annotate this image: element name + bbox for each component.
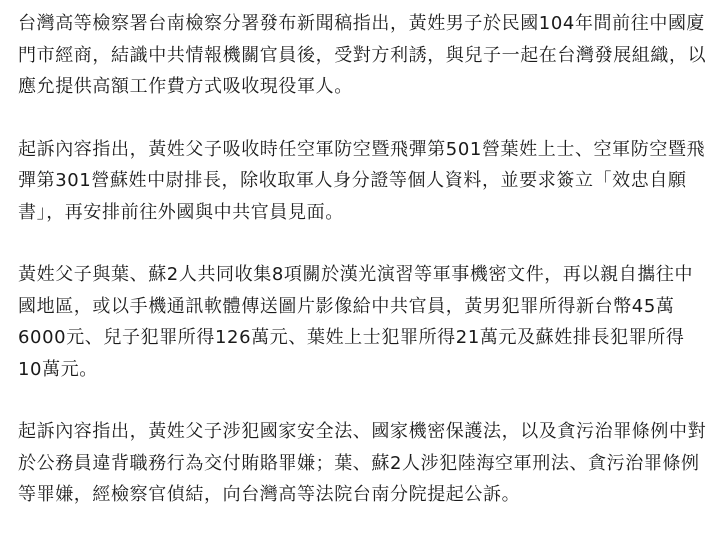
article-body <box>18 8 708 542</box>
article-paragraph-4: 起訴內容指出，黃姓父子涉犯國家安全法、國家機密保護法，以及貪污治罪條例中對於公務員違背職務行為交付賄賂罪嫌；葉、蘇2人涉犯陸海空軍刑法、貪污治罪條例等罪嫌，經檢察官偵結，向台灣高等法院台南分院提起公訴。 <box>18 421 707 505</box>
article-paragraph-1: 台灣高等檢察署台南檢察分署發布新聞稿指出，黃姓男子於民國104年間前往中國廈門市經商，結識中共情報機關官員後，受對方利誘，與兒子一起在台灣發展組織，以應允提供高額工作費方式吸收現役軍人。 <box>18 13 707 97</box>
article-paragraph-2: 起訴內容指出，黃姓父子吸收時任空軍防空暨飛彈第501營葉姓上士、空軍防空暨飛彈第301營蘇姓中尉排長，除收取軍人身分證等個人資料，並要求簽立「效忠自願書」，再安排前往外國與中共官員見面。 <box>18 138 706 223</box>
article-paragraph-3: 黃姓父子與葉、蘇2人共同收集8項關於漢光演習等軍事機密文件，再以親自攜往中國地區，或以手機通訊軟體傳送圖片影像給中共官員，黃男犯罪所得新台幣45萬6000元、兒子犯罪所得126萬元、葉姓上士犯罪所得21萬元及蘇姓排長犯罪所得10萬元。 <box>18 264 694 380</box>
